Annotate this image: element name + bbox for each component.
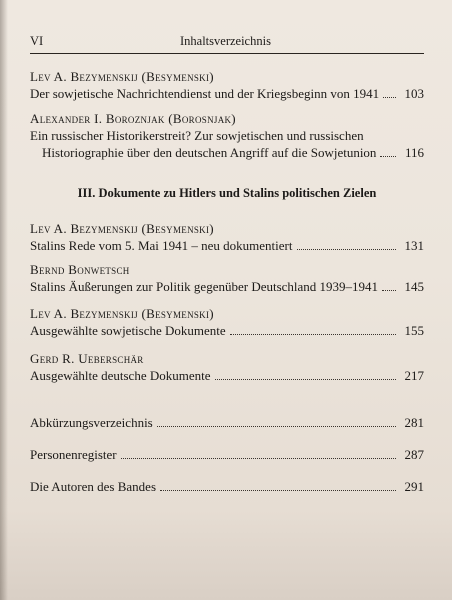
entry-title-line: [30, 85, 424, 102]
toc-entry: [30, 68, 424, 102]
entry-title: Personenregister: [30, 447, 117, 462]
entry-page-number: 116: [404, 145, 424, 160]
entry-title: Abkürzungsverzeichnis: [30, 415, 153, 430]
toc-entry: [30, 350, 424, 384]
toc-entry: [30, 478, 424, 495]
leader-dots: [157, 417, 396, 427]
leader-dots: [383, 88, 396, 98]
toc-entry: [30, 261, 424, 295]
entry-author: Lev A. Bezymenskij (Besymenski): [30, 69, 214, 84]
entry-title-line: [30, 237, 424, 254]
entry-title-line: [30, 446, 424, 463]
entry-author: Alexander I. Boroznjak (Borosnjak): [30, 111, 236, 126]
entry-page-number: 145: [404, 279, 424, 294]
entry-page-number: 287: [404, 447, 424, 462]
entry-page-number: 281: [404, 415, 424, 430]
entry-author: Gerd R. Ueberschär: [30, 351, 144, 366]
entry-title: Ausgewählte deutsche Dokumente: [30, 368, 211, 383]
entry-page-number: 155: [404, 323, 424, 338]
entry-title-line: [30, 278, 424, 295]
entry-author: Lev A. Bezymenskij (Besymenski): [30, 221, 214, 236]
entry-title-line: [30, 414, 424, 431]
leader-dots: [230, 325, 396, 335]
entry-title: Ein russischer Historikerstreit? Zur sowjetischen und russischen: [30, 128, 364, 143]
leader-dots: [382, 281, 396, 291]
entry-title: Stalins Rede vom 5. Mai 1941 – neu dokumentiert: [30, 238, 293, 253]
entry-title: Stalins Äußerungen zur Politik gegenüber Deutschland 1939–1941: [30, 279, 379, 294]
toc-entry: [30, 110, 424, 161]
entry-page-number: 291: [404, 479, 424, 494]
entry-title-line: [30, 367, 424, 384]
running-title: Inhaltsverzeichnis: [180, 34, 271, 48]
entry-page-number: 131: [404, 238, 424, 253]
entry-title: Ausgewählte sowjetische Dokumente: [30, 323, 226, 338]
entry-title-line: [30, 322, 424, 339]
toc-entry: [30, 305, 424, 339]
page-gutter-shadow: [0, 0, 8, 600]
leader-dots: [297, 240, 397, 250]
entry-title: Der sowjetische Nachrichtendienst und der Kriegsbeginn von 1941: [30, 86, 380, 101]
running-head: [30, 34, 424, 52]
entry-title: Die Autoren des Bandes: [30, 479, 157, 494]
page-number: VI: [30, 34, 44, 48]
toc-entry: [30, 220, 424, 254]
entry-title-line: [30, 144, 424, 161]
section-heading: III. Dokumente zu Hitlers und Stalins politischen Zielen: [77, 186, 377, 200]
entry-page-number: 103: [404, 86, 424, 101]
header-rule: [30, 53, 424, 54]
entry-title-continued: Historiographie über den deutschen Angriff auf die Sowjetunion: [42, 145, 377, 160]
leader-dots: [380, 147, 396, 157]
leader-dots: [215, 370, 396, 380]
entry-author: Lev A. Bezymenskij (Besymenski): [30, 306, 214, 321]
entry-page-number: 217: [404, 368, 424, 383]
entry-author: Bernd Bonwetsch: [30, 262, 130, 277]
toc-entry: [30, 446, 424, 463]
entry-title-line: [30, 127, 424, 144]
entry-title-line: [30, 478, 424, 495]
leader-dots: [121, 449, 396, 459]
leader-dots: [160, 481, 396, 491]
toc-entry: [30, 414, 424, 431]
